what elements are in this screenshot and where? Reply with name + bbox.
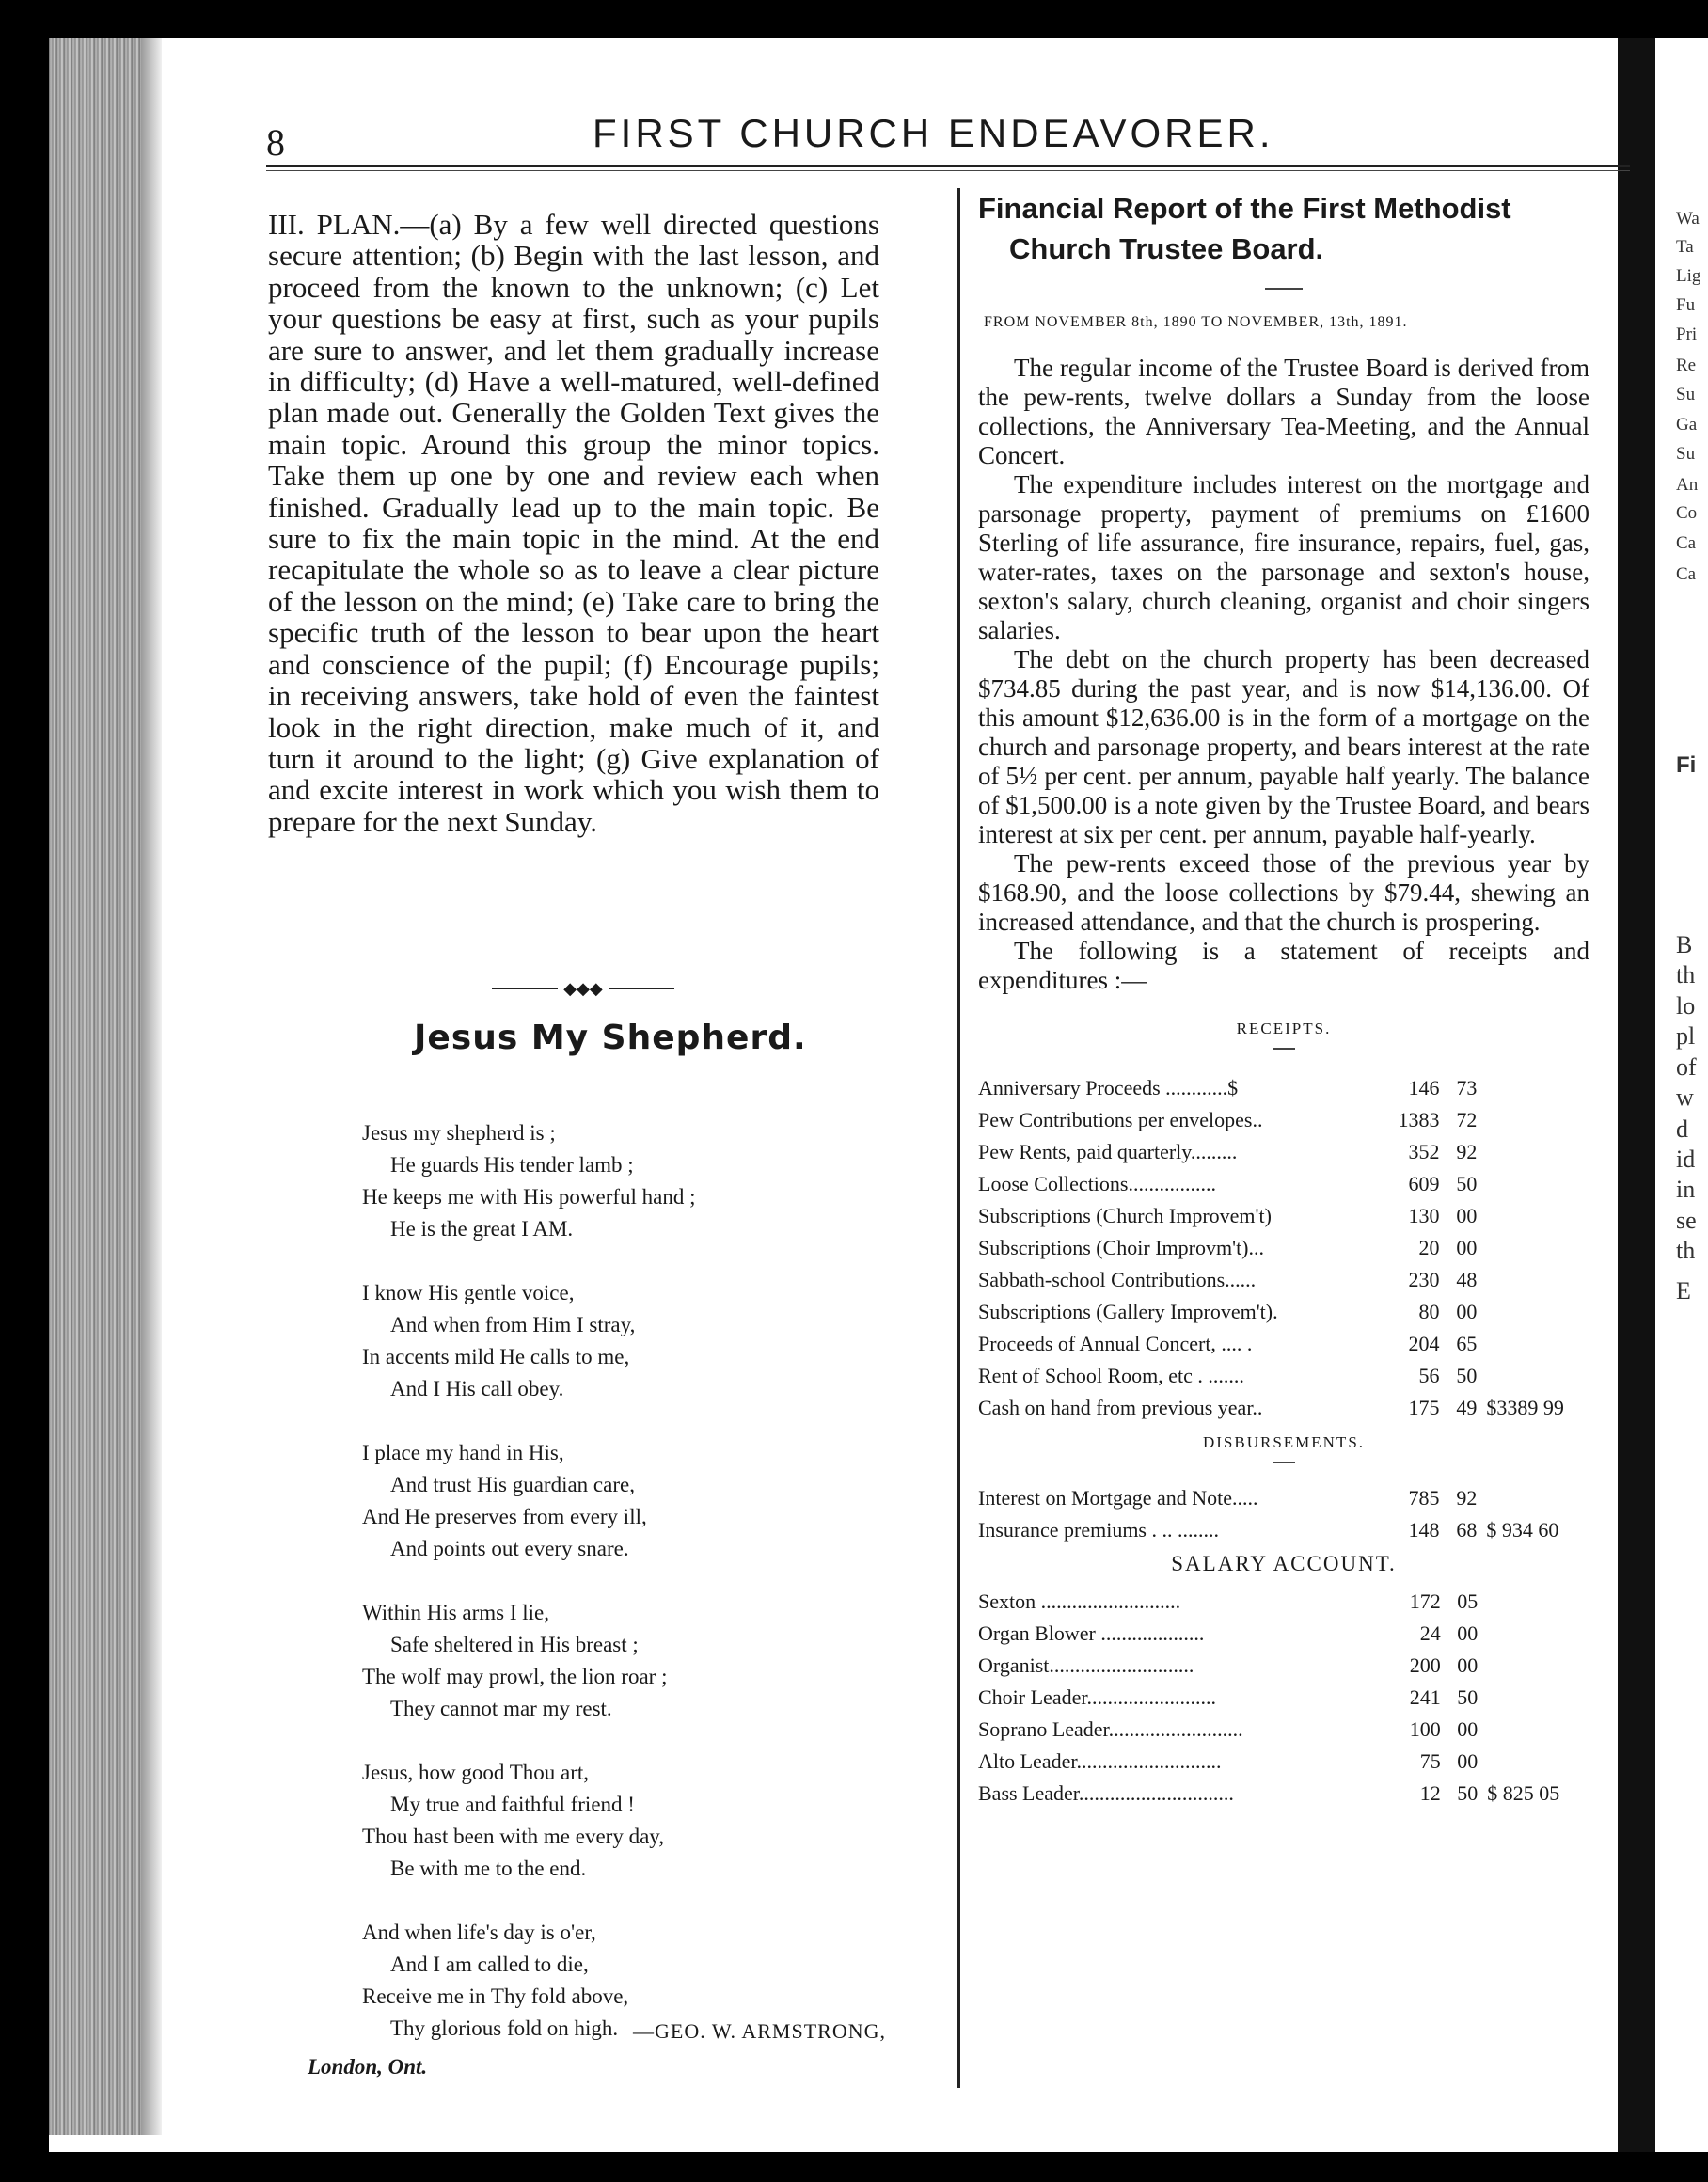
ledger-cents: 00 [1457, 1653, 1479, 1677]
poem-line: He keeps me with His powerful hand ; [362, 1185, 696, 1209]
poem-stanza [362, 1117, 889, 1245]
adjacent-page-fragment: lo [1676, 992, 1696, 1020]
poem-stanza [362, 1437, 889, 1565]
adjacent-page-fragment: Fi [1676, 752, 1697, 778]
section-ornament [489, 978, 677, 999]
poem-stanza [362, 1277, 889, 1405]
adjacent-page-fragment: Ca [1676, 533, 1697, 553]
ledger-row [978, 1296, 1580, 1328]
ledger-label: Choir Leader......................... [978, 1685, 1216, 1709]
ledger-label: Subscriptions (Gallery Improvem't). [978, 1300, 1278, 1323]
poem-line: Safe sheltered in His breast ; [390, 1633, 639, 1656]
poem-line: And I am called to die, [390, 1953, 589, 1976]
ledger-row [978, 1136, 1580, 1168]
ledger-cents: 48 [1456, 1268, 1478, 1291]
poem-line: The wolf may prowl, the lion roar ; [362, 1665, 668, 1688]
ledger-row [978, 1778, 1580, 1810]
poem-place: London, Ont. [308, 2055, 428, 2079]
ledger-row [978, 1200, 1580, 1232]
ledger-cents: 73 [1456, 1076, 1478, 1099]
ledger-cents: 05 [1457, 1589, 1479, 1613]
poem-line: I place my hand in His, [362, 1441, 564, 1464]
poem-line: Receive me in Thy fold above, [362, 1984, 629, 2008]
adjacent-page-fragment: Fu [1676, 295, 1696, 315]
ledger-cents: 49 [1456, 1396, 1478, 1419]
ledger-label: Cash on hand from previous year.. [978, 1396, 1263, 1419]
adjacent-page-fragment: Ga [1676, 415, 1698, 435]
ledger-cents: 00 [1457, 1717, 1479, 1741]
ledger-dollars: 12 [1419, 1781, 1441, 1805]
ledger-row [978, 1514, 1580, 1546]
poem-line: And I His call obey. [390, 1377, 564, 1400]
adjacent-page-fragment: B [1676, 931, 1693, 958]
adjacent-page-fragment: An [1676, 475, 1699, 495]
ledger-dollars: 100 [1409, 1717, 1441, 1741]
ledger-cents: 00 [1456, 1204, 1478, 1227]
ledger-label: Pew Contributions per envelopes.. [978, 1108, 1263, 1131]
ledger-row [978, 1360, 1580, 1392]
poem-line: Thy glorious fold on high. [390, 2016, 619, 2040]
adjacent-page-fragment: Co [1676, 503, 1698, 523]
poem-line: Thou hast been with me every day, [362, 1825, 665, 1848]
receipts-rule [1273, 1048, 1295, 1050]
ledger-dollars: 56 [1418, 1364, 1440, 1387]
right-column [978, 188, 1589, 1810]
book-right-gutter [1618, 38, 1655, 2152]
ledger-row [978, 1618, 1580, 1650]
ledger-row [978, 1392, 1580, 1424]
adjacent-page-fragment: pl [1676, 1022, 1696, 1050]
ledger-row [978, 1232, 1580, 1264]
adjacent-page-fragment: E [1676, 1277, 1691, 1304]
adjacent-page-fragment: Re [1676, 356, 1697, 375]
ledger-label: Soprano Leader.......................... [978, 1717, 1243, 1741]
ledger-row [978, 1328, 1580, 1360]
poem-line: They cannot mar my rest. [390, 1697, 612, 1720]
receipts-heading: RECEIPTS. [1236, 1020, 1332, 1037]
report-title [978, 188, 1589, 269]
poem-line: Within His arms I lie, [362, 1601, 550, 1624]
left-column [268, 209, 879, 837]
ledger-label: Rent of School Room, etc . ....... [978, 1364, 1244, 1387]
ledger-label: Loose Collections................. [978, 1172, 1216, 1195]
ledger-label: Alto Leader............................ [978, 1749, 1222, 1773]
ledger-row [978, 1482, 1580, 1514]
ledger-cents: 00 [1456, 1236, 1478, 1259]
adjacent-page-fragment: Ta [1676, 237, 1694, 257]
title-rule [1265, 288, 1303, 290]
ledger-dollars: 241 [1409, 1685, 1441, 1709]
ledger-cents: 65 [1456, 1332, 1478, 1355]
ledger-dollars: 172 [1409, 1589, 1441, 1613]
adjacent-page-fragment: Pri [1676, 324, 1698, 344]
ledger-label: Insurance premiums . .. ........ [978, 1518, 1219, 1542]
ledger-cents: 00 [1456, 1300, 1478, 1323]
ledger-dollars: 200 [1409, 1653, 1441, 1677]
adjacent-page-fragment: Su [1676, 385, 1696, 404]
ledger-label: Organist............................ [978, 1653, 1194, 1677]
adjacent-page-fragment: w [1676, 1083, 1694, 1111]
report-title-line-2: Church Trustee Board. [1009, 232, 1324, 265]
ledger-cents: 92 [1456, 1486, 1478, 1510]
poem-title: Jesus My Shepherd. [414, 1019, 807, 1057]
ledger-row [978, 1586, 1580, 1618]
poem-line: And He preserves from every ill, [362, 1505, 647, 1528]
column-divider [957, 188, 960, 2088]
ledger-label: Subscriptions (Church Improvem't) [978, 1204, 1272, 1227]
ledger-dollars: 609 [1408, 1172, 1440, 1195]
scan-bottom-border [0, 2152, 1708, 2182]
poem-line: Jesus, how good Thou art, [362, 1761, 590, 1784]
poem-line: And trust His guardian care, [390, 1473, 635, 1496]
ornament-line-left [492, 988, 558, 989]
ledger-dollars: 20 [1418, 1236, 1440, 1259]
ledger-dollars: 204 [1408, 1332, 1440, 1355]
ledger-label: Pew Rents, paid quarterly......... [978, 1140, 1238, 1163]
report-paragraph: The regular income of the Trustee Board is derived from the pew-rents, twelve dollars a Sunday from the loose collections, the Anniversary Tea-Meeting, and the Annual Concert. [978, 354, 1589, 469]
adjacent-page-fragment: Ca [1676, 564, 1697, 584]
adjacent-page-fragment: th [1676, 961, 1696, 988]
ledger-row [978, 1682, 1580, 1714]
receipts-table [978, 1072, 1580, 1424]
ornament-diamonds-icon: ◆◆◆ [563, 979, 603, 999]
salary-heading: SALARY ACCOUNT. [1171, 1552, 1397, 1575]
adjacent-page-fragment: in [1676, 1176, 1696, 1203]
adjacent-page-fragment: th [1676, 1237, 1696, 1264]
adjacent-page-fragment: Lig [1676, 266, 1701, 286]
report-date-range: FROM NOVEMBER 8th, 1890 TO NOVEMBER, 13th, 1891. [984, 314, 1408, 330]
ledger-label: Bass Leader.............................. [978, 1781, 1234, 1805]
ledger-cents: 92 [1456, 1140, 1478, 1163]
ledger-cents: 00 [1457, 1749, 1479, 1773]
salary-table [978, 1586, 1580, 1810]
ledger-dollars: 175 [1408, 1396, 1440, 1419]
adjacent-page-fragment: Wa [1676, 209, 1700, 229]
ledger-label: Anniversary Proceeds ............$ [978, 1076, 1239, 1099]
ledger-total: $ 825 05 [1487, 1781, 1560, 1805]
disbursements-table [978, 1482, 1580, 1546]
ledger-cents: 50 [1456, 1172, 1478, 1195]
ledger-dollars: 785 [1408, 1486, 1440, 1510]
ledger-row [978, 1104, 1580, 1136]
adjacent-page-fragment: Su [1676, 444, 1696, 464]
ledger-cents: 68 [1456, 1518, 1478, 1542]
plan-paragraph: III. PLAN.—(a) By a few well directed questions secure attention; (b) Begin with the last lesson, and proceed from the known to the unknown; (c) Let your questions be easy at first, such as your pupils are sure to answer, and let them gradually increase in difficulty; (d) Have a well-matured, well-defined plan made out. Generally the Golden Text gives the main topic. Around this group the minor topics. Take them up one by one and review each when finished. Gradually lead up to the main topic. Be sure to fix the main topic in the mind. At the end recapitulate the whole so as to leave a clear picture of the lesson on the mind; (e) Take care to bring the specific truth of the lesson to bear upon the heart and conscience of the pupil; (f) Encourage pupils; in receiving answers, take hold of even the faintest look in the right direction, make much of it, and turn it around to the light; (g) Give explanation of and excite interest in work which you wish them to prepare for the next Sunday. [268, 208, 879, 838]
ledger-dollars: 146 [1408, 1076, 1440, 1099]
ledger-cents: 50 [1457, 1685, 1479, 1709]
adjacent-page-fragment: se [1676, 1207, 1697, 1234]
ledger-label: Proceeds of Annual Concert, .... . [978, 1332, 1253, 1355]
poem-line: He guards His tender lamb ; [390, 1153, 634, 1177]
ledger-cents: 50 [1456, 1364, 1478, 1387]
ornament-line-right [609, 988, 674, 989]
poem-body [362, 1117, 889, 2077]
disbursements-rule [1273, 1462, 1295, 1463]
ledger-label: Organ Blower .................... [978, 1621, 1205, 1645]
ledger-row [978, 1746, 1580, 1778]
ledger-dollars: 75 [1419, 1749, 1441, 1773]
ledger-label: Sabbath-school Contributions...... [978, 1268, 1257, 1291]
ledger-dollars: 24 [1419, 1621, 1441, 1645]
book-gutter-shadow [141, 38, 162, 2135]
ledger-dollars: 80 [1418, 1300, 1440, 1323]
poem-line: And when life's day is o'er, [362, 1921, 596, 1944]
poem-line: Jesus my shepherd is ; [362, 1121, 556, 1145]
ledger-cents: 00 [1457, 1621, 1479, 1645]
scan-left-border [0, 0, 49, 2182]
ledger-dollars: 148 [1408, 1518, 1440, 1542]
report-paragraph: The following is a statement of receipts and expenditures :— [978, 937, 1589, 994]
ledger-cents: 50 [1457, 1781, 1479, 1805]
poem-line: And when from Him I stray, [390, 1313, 636, 1336]
ledger-cents: 72 [1456, 1108, 1478, 1131]
ledger-row [978, 1168, 1580, 1200]
report-paragraph: The pew-rents exceed those of the previous year by $168.90, and the loose collections by $79.44, shewing an increased attendance, and that the church is prospering. [978, 849, 1589, 936]
adjacent-page-fragment: id [1676, 1146, 1696, 1173]
poem-author: —GEO. W. ARMSTRONG, [633, 2019, 886, 2043]
poem-line: And points out every snare. [390, 1537, 629, 1560]
ledger-row [978, 1650, 1580, 1682]
ledger-row [978, 1072, 1580, 1104]
poem-stanza [362, 1757, 889, 1885]
report-paragraph: The expenditure includes interest on the mortgage and parsonage property, payment of premiums on £1600 Sterling of life assurance, fire insurance, repairs, fuel, gas, water-rates, taxes on the parsonage and sexton's house, sexton's salary, church cleaning, organist and choir singers salaries. [978, 470, 1589, 644]
ledger-dollars: 1383 [1398, 1108, 1440, 1131]
poem-line: I know His gentle voice, [362, 1281, 575, 1304]
adjacent-page-fragment: of [1676, 1053, 1697, 1081]
report-paragraphs [978, 354, 1589, 995]
report-title-line-1: Financial Report of the First Methodist [978, 192, 1511, 225]
ledger-dollars: 130 [1408, 1204, 1440, 1227]
disbursements-heading: DISBURSEMENTS. [1202, 1433, 1366, 1451]
ledger-dollars: 230 [1408, 1268, 1440, 1291]
poem-line: My true and faithful friend ! [390, 1793, 635, 1816]
scan-top-border [0, 0, 1708, 38]
poem-line: He is the great I AM. [390, 1217, 574, 1241]
ledger-row [978, 1714, 1580, 1746]
page-number: 8 [266, 121, 285, 164]
ledger-dollars: 352 [1408, 1140, 1440, 1163]
adjacent-page-fragment: d [1676, 1115, 1688, 1143]
report-paragraph: The debt on the church property has been decreased $734.85 during the past year, and is now $14,136.00. Of this amount $12,636.00 is in the form of a mortgage on the church and parsonage property, and bears interest at the rate of 5½ per cent. per annum, payable half yearly. The balance of $1,500.00 is a note given by the Trustee Board, and bears interest at six per cent. per annum, payable half-yearly. [978, 645, 1589, 848]
running-header-title: FIRST CHURCH ENDEAVORER. [593, 111, 1274, 155]
header-rule [266, 165, 1630, 167]
poem-line: In accents mild He calls to me, [362, 1345, 630, 1368]
ledger-label: Sexton ........................... [978, 1589, 1181, 1613]
ledger-label: Subscriptions (Choir Improvm't)... [978, 1236, 1265, 1259]
header-rule-thin [266, 170, 1630, 171]
ledger-label: Interest on Mortgage and Note..... [978, 1486, 1258, 1510]
ledger-total: $ 934 60 [1486, 1518, 1559, 1542]
ledger-row [978, 1264, 1580, 1296]
adjacent-page [1655, 38, 1708, 2152]
ledger-total: $3389 99 [1486, 1396, 1564, 1419]
poem-line: Be with me to the end. [390, 1857, 587, 1880]
poem-stanza [362, 1597, 889, 1725]
